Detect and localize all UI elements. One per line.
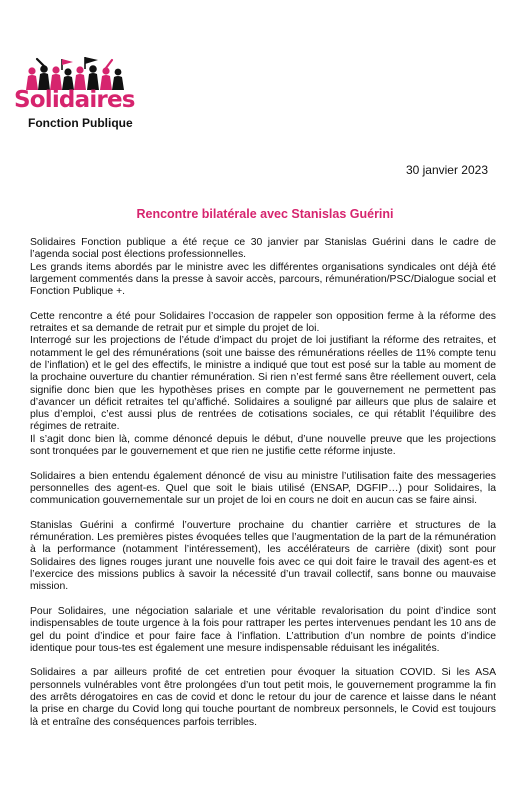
logo-wordmark: Solidaires xyxy=(14,87,135,113)
document-date: 30 janvier 2023 xyxy=(405,163,488,177)
paragraph-line: Stanislas Guérini a confirmé l’ouverture prochaine du chantier carrière et structures de la rémunération. Les premières pistes évoquées telles que l’augmentation de la part de la rémunération à la performance (notamment l’intéressement), les accélérateurs de carrière (dixit) sont pour Solidaires des lignes rouges jurant une nouvelle fois avec ce qui doit faire le travail des agent-es et l’exercice des missions publics à savoir la nécessité d’un travail collectif, sans bonne ou mauvaise mission. xyxy=(30,519,496,593)
paragraph-line: Il s’agit donc bien là, comme dénoncé depuis le début, d’une nouvelle preuve que les projections sont tronquées par le gouvernement et que rien ne justifie cette réforme injuste. xyxy=(30,433,496,458)
document-body xyxy=(30,237,496,741)
paragraph-line: Les grands items abordés par le ministre avec les différentes organisations syndicales ont déjà été largement commentés dans la presse à savoir accès, parcours, rémunération/PSC/Dialogue social et Fonction Publique +. xyxy=(30,261,496,298)
paragraph xyxy=(30,237,496,298)
paragraph-line: Solidaires a bien entendu également dénoncé de visu au ministre l’utilisation faite des messageries personnelles des agent-es. Quel que soit le biais utilisé (ENSAP, DGFIP…) pour Solidaires, la communication gouvernementale sur un projet de loi en cours ne doit en aucun cas se faire ainsi. xyxy=(30,470,496,507)
paragraph-line: Solidaires Fonction publique a été reçue ce 30 janvier par Stanislas Guérini dans le cadre de l’agenda social post élections professionnelles. xyxy=(30,237,496,261)
paragraph xyxy=(30,520,496,594)
paragraph xyxy=(30,667,496,728)
solidaires-logo xyxy=(14,56,138,142)
document-title: Rencontre bilatérale avec Stanislas Guérini xyxy=(136,207,394,221)
paragraph-line: Interrogé sur les projections de l’étude d’impact du projet de loi justifiant la réforme des retraites, et notamment le gel des rémunérations (soit une baisse des rémunérations réelles de 11% compte tenu de l’inflation) et le gel des effectifs, le ministre a indiqué que tout est posé sur la table au moment de la prochaine ouverture du chantier rémunération. Si rien n’est fermé sans être réellement ouvert, cela signifie donc bien que les hypothèses prises en compte par le gouvernement ne permettent pas d’avancer un déficit retraites tel qu’affiché. Solidaires a souligné par ailleurs que plus de salaire et plus d’emploi, c’est aussi plus de rentrées de cotisations sociales, ce qui rétablit l’équilibre des régimes de retraite. xyxy=(30,335,496,433)
paragraph xyxy=(30,606,496,655)
paragraph xyxy=(30,311,496,459)
paragraph xyxy=(30,471,496,508)
paragraph-line: Cette rencontre a été pour Solidaires l’occasion de rappeler son opposition ferme à la réforme des retraites et sa demande de retrait pur et simple du projet de loi. xyxy=(30,310,496,335)
logo-subtitle: Fonction Publique xyxy=(28,116,133,130)
paragraph-line: Solidaires a par ailleurs profité de cet entretien pour évoquer la situation COVID. Si les ASA personnels vulnérables vont être prolongées d’un tout petit mois, le gouvernement programme la fin des arrêts dérogatoires en cas de covid et donc le retour du jour de carence et laisse dans le néant la prise en charge du Covid long qui touche pourtant de nombreux personnels, le Covid est toujours là et entraîne des conséquences parfois terribles. xyxy=(30,667,496,728)
protesters-icon xyxy=(22,56,126,90)
paragraph-line: Pour Solidaires, une négociation salariale et une véritable revalorisation du point d’indice sont indispensables de toute urgence à la fois pour rattraper les pertes intervenues pendant les 10 ans de gel du point d’indice et pour faire face à l’inflation. L’attribution d’un nombre de points d’indice identique pour tous-tes est également une mesure indispensable réduisant les inégalités. xyxy=(30,605,496,654)
